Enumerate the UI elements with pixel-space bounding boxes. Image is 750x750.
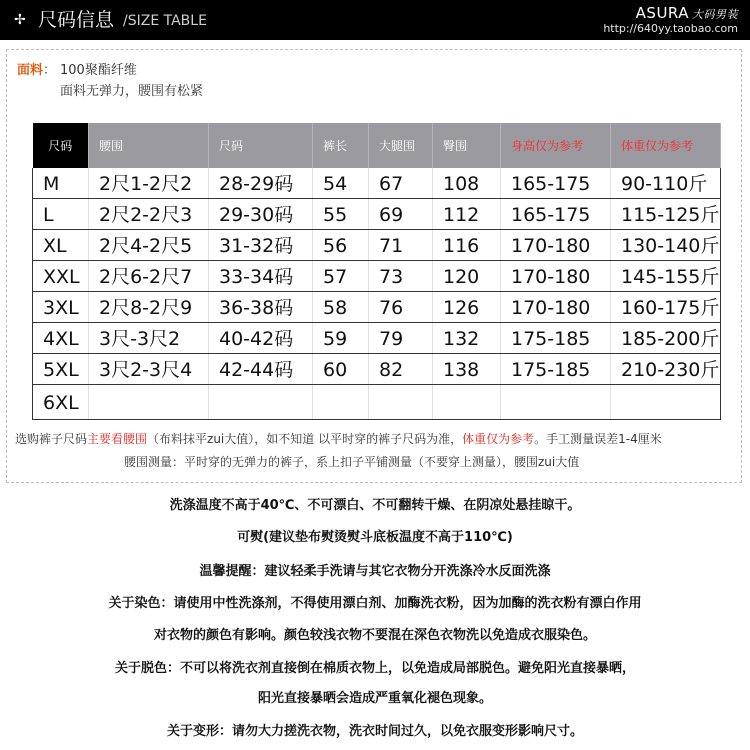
table-cell	[89, 385, 209, 420]
table-cell: 58	[313, 292, 369, 323]
table-row	[33, 354, 721, 385]
care-line: 关于脱色：不可以将洗衣剂直接倒在棉质衣物上，以免造成局部脱色。避免阳光直接暴晒，	[114, 661, 635, 676]
table-row	[33, 199, 721, 230]
table-cell: 120	[433, 261, 501, 292]
table-cell: 2尺1-2尺2	[89, 168, 209, 199]
table-row	[33, 168, 721, 199]
table-cell: 185-200斤	[611, 323, 721, 354]
table-cell: 31-32码	[209, 230, 313, 261]
column-header-size: 尺码	[33, 123, 89, 168]
table-cell: 170-180	[501, 230, 611, 261]
table-cell: 36-38码	[209, 292, 313, 323]
fabric-composition: 100聚酯纤维	[60, 63, 137, 78]
fabric-elasticity: 面料无弹力，腰围有松紧	[60, 84, 204, 99]
table-row	[33, 292, 721, 323]
table-cell: M	[33, 168, 89, 199]
column-header-hip: 臀围	[433, 123, 501, 168]
table-cell: 5XL	[33, 354, 89, 385]
table-cell: 145-155斤	[611, 261, 721, 292]
column-header-waist: 腰围	[89, 123, 209, 168]
fabric-colon: ：	[43, 63, 57, 78]
page-title: 尺码信息	[38, 9, 115, 31]
table-cell: 4XL	[33, 323, 89, 354]
table-cell: 112	[433, 199, 501, 230]
table-cell: 175-185	[501, 354, 611, 385]
column-header-length: 裤长	[313, 123, 369, 168]
table-cell: 60	[313, 354, 369, 385]
header-bar	[0, 0, 750, 40]
note-text: （布料抹平zui大值），如不知道 以平时穿的裤子尺码为准，	[147, 432, 463, 446]
table-row	[33, 230, 721, 261]
table-cell: 175-185	[501, 323, 611, 354]
table-cell: 56	[313, 230, 369, 261]
column-header-height: 身高仅为参考	[501, 123, 611, 168]
table-cell: 54	[313, 168, 369, 199]
care-line: 可熨(建议垫布熨烫熨斗底板温度不高于110℃)	[237, 530, 513, 545]
table-cell: 76	[369, 292, 433, 323]
table-cell: 3尺-3尺2	[89, 323, 209, 354]
table-cell	[501, 385, 611, 420]
waist-measurement-note: 腰围测量：平时穿的无弹力的裤子，系上扣子平铺测量（不要穿上测量），腰围zui大值	[124, 455, 580, 469]
table-cell: 59	[313, 323, 369, 354]
table-cell: 126	[433, 292, 501, 323]
table-cell	[313, 385, 369, 420]
table-cell: 33-34码	[209, 261, 313, 292]
table-cell: 2尺8-2尺9	[89, 292, 209, 323]
fabric-label-text: 面料	[17, 63, 44, 78]
table-header-row	[33, 123, 721, 168]
table-cell: 55	[313, 199, 369, 230]
table-cell	[209, 385, 313, 420]
table-cell	[369, 385, 433, 420]
table-cell: 2尺6-2尺7	[89, 261, 209, 292]
table-cell: 115-125斤	[611, 199, 721, 230]
table-cell: 2尺2-2尺3	[89, 199, 209, 230]
table-cell: 90-110斤	[611, 168, 721, 199]
column-header-thigh: 大腿围	[369, 123, 433, 168]
table-cell: 73	[369, 261, 433, 292]
table-cell: 170-180	[501, 292, 611, 323]
table-cell: 57	[313, 261, 369, 292]
column-header-size-code: 尺码	[209, 123, 313, 168]
brand-name: ASURA	[635, 4, 689, 22]
table-cell: XL	[33, 230, 89, 261]
store-url-link[interactable]: http://640yy.taobao.com	[603, 22, 738, 35]
table-cell: 71	[369, 230, 433, 261]
note-text: 。手工测量误差1-4厘米	[534, 432, 662, 446]
decorative-cross-icon: ✢	[14, 12, 26, 28]
brand-tag: 大码男装	[692, 8, 738, 21]
table-cell: 40-42码	[209, 323, 313, 354]
table-cell: 116	[433, 230, 501, 261]
table-cell: 132	[433, 323, 501, 354]
table-cell: XXL	[33, 261, 89, 292]
table-cell: 79	[369, 323, 433, 354]
table-cell: 82	[369, 354, 433, 385]
care-line: 阳光直接暴晒会造成严重氧化褪色现象。	[257, 691, 492, 706]
table-cell: 2尺4-2尺5	[89, 230, 209, 261]
table-row	[33, 261, 721, 292]
table-cell: 29-30码	[209, 199, 313, 230]
table-cell: 160-175斤	[611, 292, 721, 323]
care-line: 对衣物的颜色有影响。颜色较浅衣物不要混在深色衣物洗以免造成衣服染色。	[153, 628, 596, 643]
size-table	[32, 123, 721, 420]
table-cell: 170-180	[501, 261, 611, 292]
table-cell: 3尺2-3尺4	[89, 354, 209, 385]
table-cell: L	[33, 199, 89, 230]
table-cell: 6XL	[33, 385, 89, 420]
table-cell: 42-44码	[209, 354, 313, 385]
size-selection-note	[15, 431, 745, 447]
table-cell: 130-140斤	[611, 230, 721, 261]
page-subtitle: /SIZE TABLE	[123, 13, 207, 29]
brand-logo	[636, 5, 738, 23]
care-line: 温馨提醒：建议轻柔手洗请与其它衣物分开洗涤冷水反面洗涤	[199, 564, 551, 579]
column-header-weight: 体重仅为参考	[611, 123, 721, 168]
fabric-label	[17, 63, 56, 79]
care-line: 关于染色：请使用中性洗涤剂，不得使用漂白剂、加酶洗衣粉，因为加酶的洗衣粉有漂白作用	[108, 596, 642, 611]
table-cell: 67	[369, 168, 433, 199]
table-cell: 138	[433, 354, 501, 385]
table-cell: 210-230斤	[611, 354, 721, 385]
table-cell: 165-175	[501, 199, 611, 230]
note-highlight-weight: 体重仅为参考	[462, 432, 535, 446]
table-cell	[433, 385, 501, 420]
table-cell: 108	[433, 168, 501, 199]
care-line: 关于变形：请勿大力搓洗衣物，洗衣时间过久，以免衣服变形影响尺寸。	[166, 724, 583, 739]
table-row	[33, 323, 721, 354]
table-cell: 3XL	[33, 292, 89, 323]
table-cell: 69	[369, 199, 433, 230]
table-cell: 165-175	[501, 168, 611, 199]
table-cell: 28-29码	[209, 168, 313, 199]
note-highlight-waist: 主要看腰围	[87, 432, 148, 446]
table-row	[33, 385, 721, 420]
care-line: 洗涤温度不高于40℃、不可漂白、不可翻转干燥、在阴凉处悬挂晾干。	[169, 498, 581, 513]
note-text: 选购裤子尺码	[15, 432, 88, 446]
table-cell	[611, 385, 721, 420]
